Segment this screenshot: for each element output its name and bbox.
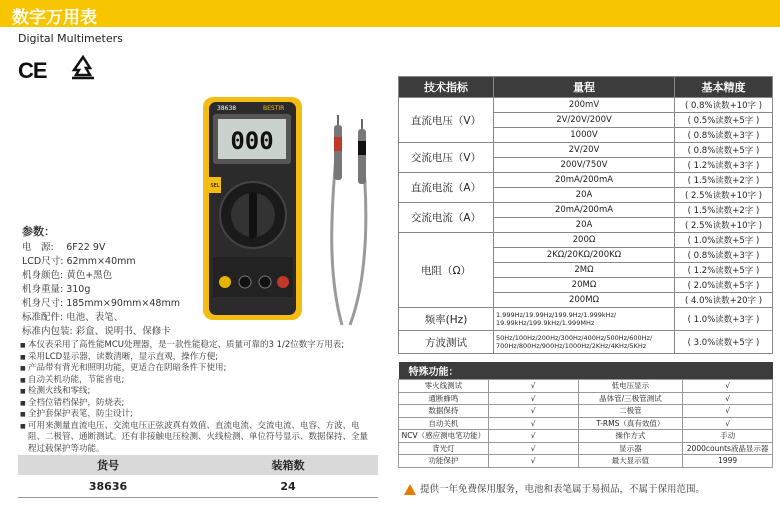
spec-line: LCD尺寸: 62mm×40mm: [22, 256, 136, 267]
spec-accuracy: ( 1.2%读数+5字 ): [675, 263, 773, 278]
spec-line: 机身尺寸: 185mm×90mm×48mm: [22, 298, 180, 309]
spec-row: [399, 331, 773, 354]
page-title: 数字万用表: [12, 8, 97, 28]
spec-range: 20mA/200mA: [494, 173, 675, 188]
function-name: 自动关机: [399, 417, 489, 430]
spec-col-header: 技术指标: [399, 77, 494, 98]
spec-row: [399, 143, 773, 158]
product-code: 38636: [88, 479, 128, 493]
spec-accuracy: ( 2.0%读数+5字 ): [675, 278, 773, 293]
spec-range: 200V/750V: [494, 158, 675, 173]
warranty-text: 提供一年免费保用服务，电池和表笔属于易损品，不属于保用范围。: [420, 484, 706, 495]
function-value: √: [488, 455, 578, 468]
spec-accuracy: ( 0.5%读数+5字 ): [675, 113, 773, 128]
spec-line: 机身重量: 310g: [22, 284, 91, 295]
warning-icon: [404, 484, 416, 495]
function-value: √: [683, 405, 773, 418]
function-value: √: [683, 380, 773, 393]
function-row: [399, 455, 773, 468]
product-code-header: 货号: [97, 459, 119, 472]
spec-line: 标准内包装: 彩盒、说明书、保修卡: [22, 326, 171, 337]
model-badge: 38638: [217, 105, 237, 112]
function-row: [399, 405, 773, 418]
function-value: 2000counts液晶显示器: [683, 442, 773, 455]
function-title: 特殊功能：: [399, 362, 773, 380]
spec-row: [399, 233, 773, 248]
spec-accuracy: ( 1.5%读数+2字 ): [675, 173, 773, 188]
spec-category: 直流电压（V）: [399, 98, 494, 143]
function-name: NCV（感应测电笔功能）: [399, 430, 489, 443]
function-row: [399, 392, 773, 405]
ce-mark: CE: [18, 58, 47, 83]
spec-accuracy: ( 0.8%读数+5字 ): [675, 143, 773, 158]
function-name: 通断蜂鸣: [399, 392, 489, 405]
recycle-icon: [66, 54, 100, 84]
function-value: √: [488, 442, 578, 455]
spec-category: 电阻（Ω）: [399, 233, 494, 308]
spec-category: 方波测试: [399, 331, 494, 354]
spec-range: 2KΩ/20KΩ/200KΩ: [494, 248, 675, 263]
function-value: 手动: [683, 430, 773, 443]
spec-accuracy: ( 2.5%读数+10字 ): [675, 188, 773, 203]
spec-row: [399, 98, 773, 113]
feature-item: ■ 可用来测量直流电压、交流电压正弦波真有效值、直流电流、交流电流、电容、方波、电阻、二极管、通断测试。还有非接触电压检测、火线检测、单位符号显示、数据保持、全量程过载保护等功能。: [20, 421, 375, 456]
spec-accuracy: ( 3.0%读数+5字 ): [675, 331, 773, 354]
multimeter-image: [203, 97, 302, 320]
spec-range: 1.999Hz/19.99Hz/199.9Hz/1.999kHz/ 19.99kHz/199.9kHz/1.999MHz: [494, 308, 675, 331]
function-value: √: [488, 380, 578, 393]
spec-range: 1000V: [494, 128, 675, 143]
spec-category: 交流电压（V）: [399, 143, 494, 173]
spec-accuracy: ( 2.5%读数+10字 ): [675, 218, 773, 233]
spec-range: 20mA/200mA: [494, 203, 675, 218]
spec-line: 标准配件: 电池、表笔、: [22, 312, 124, 323]
spec-row: [399, 203, 773, 218]
function-value: √: [488, 430, 578, 443]
spec-range: 200mV: [494, 98, 675, 113]
function-value: √: [683, 417, 773, 430]
spec-row: [399, 308, 773, 331]
subtitle: Digital Multimeters: [18, 32, 123, 45]
lcd-display: 000: [230, 127, 274, 155]
function-name: 二极管: [578, 405, 683, 418]
brand-label: BESTIR: [263, 105, 285, 112]
feature-item: ■ 全护套保护表笔，防尘设计;: [20, 409, 375, 421]
spec-list: [22, 225, 180, 339]
function-table: [398, 362, 773, 468]
function-row: [399, 442, 773, 455]
feature-item: ■ 自动关机功能，节能省电;: [20, 375, 375, 387]
spec-accuracy: ( 1.5%读数+2字 ): [675, 203, 773, 218]
function-row: [399, 380, 773, 393]
spec-accuracy: ( 1.0%读数+5字 ): [675, 233, 773, 248]
box-qty: 24: [280, 479, 296, 493]
spec-heading: 参数：: [22, 225, 55, 238]
spec-row: [399, 173, 773, 188]
warranty-note: [404, 481, 705, 495]
function-name: 数据保持: [399, 405, 489, 418]
function-name: 操作方式: [578, 430, 683, 443]
box-qty-header: 装箱数: [271, 459, 305, 472]
function-name: 背光灯: [399, 442, 489, 455]
function-row: [399, 430, 773, 443]
spec-accuracy: ( 1.2%读数+3字 ): [675, 158, 773, 173]
spec-range: 2MΩ: [494, 263, 675, 278]
spec-line: 电 源: 6F22 9V: [22, 242, 106, 253]
feature-item: ■ 产品带有背光和照明功能，更适合在阴暗条件下使用;: [20, 363, 375, 375]
spec-accuracy: ( 4.0%读数+20字 ): [675, 293, 773, 308]
spec-category: 频率(Hz): [399, 308, 494, 331]
feature-item: ■ 本仪表采用了高性能MCU处理器，是一款性能稳定、质量可靠的3 1/2位数字万用表;: [20, 340, 375, 352]
feature-item: ■ 采用LCD显示器，读数清晰，显示直观，操作方便;: [20, 352, 375, 364]
function-value: √: [488, 417, 578, 430]
function-name: 最大显示值: [578, 455, 683, 468]
spec-table: [398, 76, 773, 354]
spec-range: 2V/20V: [494, 143, 675, 158]
spec-range: 200MΩ: [494, 293, 675, 308]
feature-list: [20, 340, 375, 455]
spec-line: 机身颜色: 黄色+黑色: [22, 270, 113, 281]
spec-range: 20A: [494, 188, 675, 203]
feature-item: ■ 检测火线和零线;: [20, 386, 375, 398]
spec-category: 交流电流（A）: [399, 203, 494, 233]
function-value: √: [488, 392, 578, 405]
spec-col-header: 量程: [494, 77, 675, 98]
spec-col-header: 基本精度: [675, 77, 773, 98]
spec-range: 200Ω: [494, 233, 675, 248]
test-probes-image: [320, 115, 380, 330]
spec-category: 直流电流（A）: [399, 173, 494, 203]
spec-accuracy: ( 1.0%读数+3字 ): [675, 308, 773, 331]
product-table: [18, 455, 378, 498]
function-value: √: [683, 392, 773, 405]
spec-range: 2V/20V/200V: [494, 113, 675, 128]
function-value: 1999: [683, 455, 773, 468]
function-name: 零火线测试: [399, 380, 489, 393]
sel-key: SEL: [210, 183, 220, 189]
feature-item: ■ 全档位错档保护，防烧表;: [20, 398, 375, 410]
spec-accuracy: ( 0.8%读数+3字 ): [675, 128, 773, 143]
function-name: 功能保护: [399, 455, 489, 468]
spec-range: 50Hz/100Hz/200Hz/300Hz/400Hz/500Hz/600Hz/ 700Hz/800Hz/900Hz/1000Hz/2KHz/4KHz/5KHz: [494, 331, 675, 354]
function-row: [399, 417, 773, 430]
spec-accuracy: ( 0.8%读数+3字 ): [675, 248, 773, 263]
function-value: √: [488, 405, 578, 418]
function-name: T-RMS（真有效值）: [578, 417, 683, 430]
function-name: 晶体管/三极管测试: [578, 392, 683, 405]
function-name: 低电压显示: [578, 380, 683, 393]
function-name: 显示器: [578, 442, 683, 455]
spec-accuracy: ( 0.8%读数+10字 ): [675, 98, 773, 113]
header-bar: [0, 0, 780, 27]
spec-range: 20A: [494, 218, 675, 233]
spec-range: 20MΩ: [494, 278, 675, 293]
